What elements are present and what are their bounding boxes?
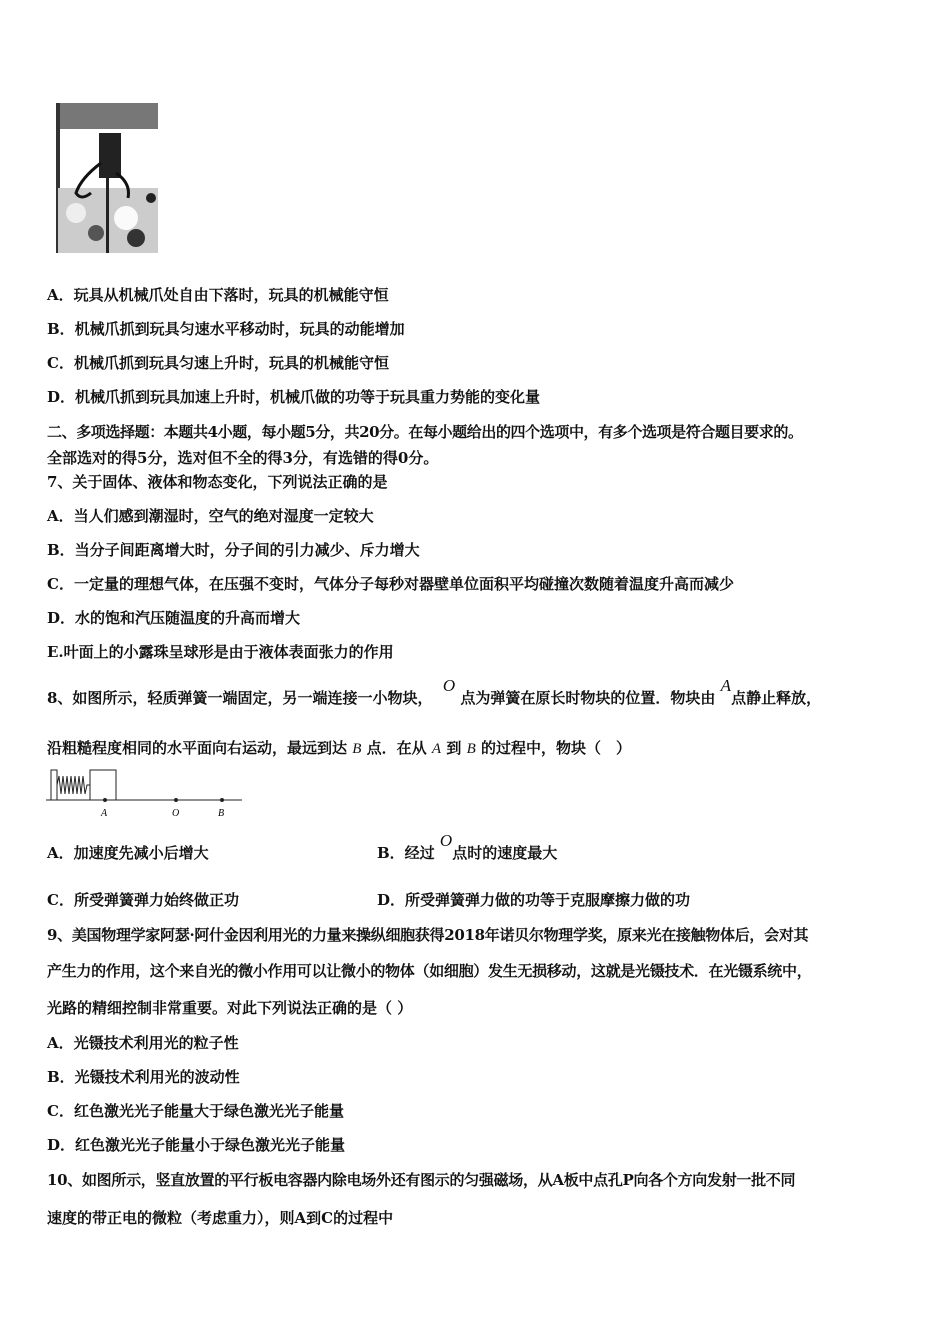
q9-stem-line2: 产生力的作用，这个来自光的微小作用可以让微小的物体（如细胞）发生无损移动，这就是光镊技术．在光镊系统中，	[47, 962, 812, 980]
section-scoring: 全部选对的得5分，选对但不全的得3分，有选错的得0分。	[47, 449, 439, 467]
point-o-label: O	[172, 808, 180, 819]
q10-stem-line1: 10、如图所示，竖直放置的平行板电容器内除电场外还有图示的匀强磁场，从A板中点孔P向各个方向发射一批不同	[47, 1171, 796, 1189]
q6-option-d: D．机械爪抓到玩具加速上升时，机械爪做的功等于玩具重力势能的变化量	[47, 388, 541, 406]
q9-option-c: C．红色激光光子能量大于绿色激光光子能量	[47, 1102, 344, 1120]
q7-option-d: D．水的饱和汽压随温度的升高而增大	[47, 609, 301, 627]
q6-option-b: B．机械爪抓到玩具匀速水平移动时，玩具的动能增加	[47, 320, 405, 338]
q8-stem-line1: 8、如图所示，轻质弹簧一端固定，另一端连接一小物块， O 点为弹簧在原长时物块的位置．物块由 A点静止释放，	[47, 676, 822, 707]
q7-stem: 7、关于固体、液体和物态变化，下列说法正确的是	[47, 473, 388, 491]
point-a-label: A	[101, 808, 108, 819]
point-b-label: B	[218, 808, 225, 819]
q7-option-b: B．当分子间距离增大时，分子间的引力减少、斥力增大	[47, 541, 420, 559]
spring-block-diagram	[46, 768, 246, 820]
q6-option-c: C．机械爪抓到玩具匀速上升时，玩具的机械能守恒	[47, 354, 389, 372]
q9-stem-line3: 光路的精细控制非常重要。对此下列说法正确的是（ ）	[47, 999, 413, 1017]
q7-option-c: C．一定量的理想气体，在压强不变时，气体分子每秒对器壁单位面积平均碰撞次数随着温度升高而减少	[47, 575, 734, 593]
q9-option-d: D．红色激光光子能量小于绿色激光光子能量	[47, 1136, 346, 1154]
q9-stem-line1: 9、美国物理学家阿瑟·阿什金因利用光的力量来操纵细胞获得2018年诺贝尔物理学奖，原来光在接触物体后，会对其	[47, 926, 809, 944]
q7-option-a: A．当人们感到潮湿时，空气的绝对湿度一定较大	[47, 507, 374, 525]
q10-stem-line2: 速度的带正电的微粒（考虑重力），则A到C的过程中	[47, 1209, 394, 1227]
claw-machine-photo	[56, 103, 160, 253]
q8-option-c: C．所受弹簧弹力始终做正功	[47, 891, 239, 909]
q8-option-b: B．经过 O点时的速度最大	[377, 831, 558, 862]
q8-stem-line2: 沿粗糙程度相同的水平面向右运动，最远到达 B 点．在从 A 到 B 的过程中，物块（ ）	[47, 739, 631, 757]
q8-option-d: D．所受弹簧弹力做的功等于克服摩擦力做的功	[377, 891, 691, 909]
q8-option-a: A．加速度先减小后增大	[47, 844, 209, 862]
q9-option-b: B．光镊技术利用光的波动性	[47, 1068, 240, 1086]
q6-option-a: A．玩具从机械爪处自由下落时，玩具的机械能守恒	[47, 286, 389, 304]
section-heading: 二、多项选择题：本题共4小题，每小题5分，共20分。在每小题给出的四个选项中，有多个选项是符合题目要求的。	[47, 423, 803, 441]
q9-option-a: A．光镊技术利用光的粒子性	[47, 1034, 239, 1052]
q7-option-e: E.叶面上的小露珠呈球形是由于液体表面张力的作用	[47, 643, 394, 661]
